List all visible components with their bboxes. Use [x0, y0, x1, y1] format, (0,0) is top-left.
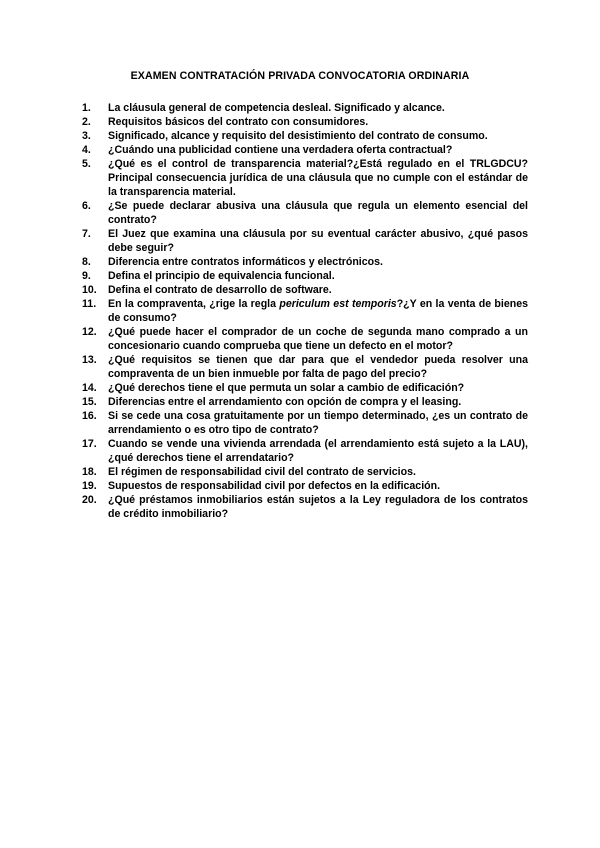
question-text: Defina el principio de equivalencia funcional.: [108, 270, 335, 282]
question-text: ¿Se puede declarar abusiva una cláusula que regula un elemento esencial del contrato?: [108, 200, 528, 226]
question-number: 10.: [82, 284, 97, 296]
question-item: [82, 493, 528, 521]
question-item: [82, 325, 528, 353]
question-item: [82, 381, 528, 395]
question-number: 9.: [82, 270, 91, 282]
question-text: Requisitos básicos del contrato con consumidores.: [108, 116, 369, 128]
question-item: [82, 199, 528, 227]
question-item: [82, 353, 528, 381]
question-item: [82, 395, 528, 409]
question-number: 12.: [82, 326, 97, 338]
question-text: Diferencias entre el arrendamiento con opción de compra y el leasing.: [108, 396, 462, 408]
question-item: [82, 409, 528, 437]
question-text: ¿Qué es el control de transparencia material?¿Está regulado en el TRLGDCU? Principal consecuencia jurídica de una cláusula que no cumple con el estándar de la transparencia material.: [108, 158, 528, 198]
question-text: [108, 298, 528, 324]
question-item: [82, 129, 528, 143]
question-item: [82, 283, 528, 297]
question-item: [82, 297, 528, 325]
question-text: El régimen de responsabilidad civil del contrato de servicios.: [108, 466, 416, 478]
question-text: Significado, alcance y requisito del desistimiento del contrato de consumo.: [108, 130, 488, 142]
question-item: [82, 143, 528, 157]
question-text: Si se cede una cosa gratuitamente por un tiempo determinado, ¿es un contrato de arrendamiento o es otro tipo de contrato?: [108, 410, 528, 436]
question-item: [82, 269, 528, 283]
question-number: 5.: [82, 158, 91, 170]
question-item: [82, 255, 528, 269]
question-text-part: ?¿Y en la venta de bienes de consumo?: [108, 298, 528, 324]
question-item: [82, 479, 528, 493]
question-number: 2.: [82, 116, 91, 128]
question-text: La cláusula general de competencia desleal. Significado y alcance.: [108, 102, 445, 114]
question-number: 7.: [82, 228, 91, 240]
question-number: 13.: [82, 354, 97, 366]
question-item: [82, 437, 528, 465]
question-latin-term: periculum est temporis: [279, 298, 397, 310]
question-text: Defina el contrato de desarrollo de software.: [108, 284, 332, 296]
question-number: 1.: [82, 102, 91, 114]
question-number: 6.: [82, 200, 91, 212]
question-item: [82, 157, 528, 199]
question-number: 14.: [82, 382, 97, 394]
question-item: [82, 115, 528, 129]
question-number: 11.: [82, 298, 97, 310]
question-item: [82, 227, 528, 255]
question-list: [82, 101, 528, 521]
question-text: Diferencia entre contratos informáticos y electrónicos.: [108, 256, 383, 268]
question-item: [82, 101, 528, 115]
question-text: ¿Qué requisitos se tienen que dar para que el vendedor pueda resolver una compraventa de un bien inmueble por falta de pago del precio?: [108, 354, 528, 380]
question-item: [82, 465, 528, 479]
question-text: ¿Qué derechos tiene el que permuta un solar a cambio de edificación?: [108, 382, 465, 394]
question-text-part: En la compraventa, ¿rige la regla: [108, 298, 280, 310]
question-number: 8.: [82, 256, 91, 268]
question-number: 4.: [82, 144, 91, 156]
question-number: 15.: [82, 396, 97, 408]
exam-title: EXAMEN CONTRATACIÓN PRIVADA CONVOCATORIA ORDINARIA: [130, 70, 470, 82]
question-number: 18.: [82, 466, 97, 478]
question-text: ¿Qué préstamos inmobiliarios están sujetos a la Ley reguladora de los contratos de crédito inmobiliario?: [108, 494, 528, 520]
question-number: 20.: [82, 494, 97, 506]
question-text: Supuestos de responsabilidad civil por defectos en la edificación.: [108, 480, 441, 492]
question-number: 16.: [82, 410, 97, 422]
question-text: Cuando se vende una vivienda arrendada (el arrendamiento está sujeto a la LAU), ¿qué derechos tiene el arrendatario?: [108, 438, 528, 464]
question-number: 17.: [82, 438, 97, 450]
question-text: ¿Qué puede hacer el comprador de un coche de segunda mano comprado a un concesionario cuando comprueba que tiene un defecto en el motor?: [108, 326, 528, 352]
question-number: 3.: [82, 130, 91, 142]
question-number: 19.: [82, 480, 97, 492]
question-text: ¿Cuándo una publicidad contiene una verdadera oferta contractual?: [108, 144, 453, 156]
question-text: El Juez que examina una cláusula por su eventual carácter abusivo, ¿qué pasos debe seguir?: [108, 228, 528, 254]
